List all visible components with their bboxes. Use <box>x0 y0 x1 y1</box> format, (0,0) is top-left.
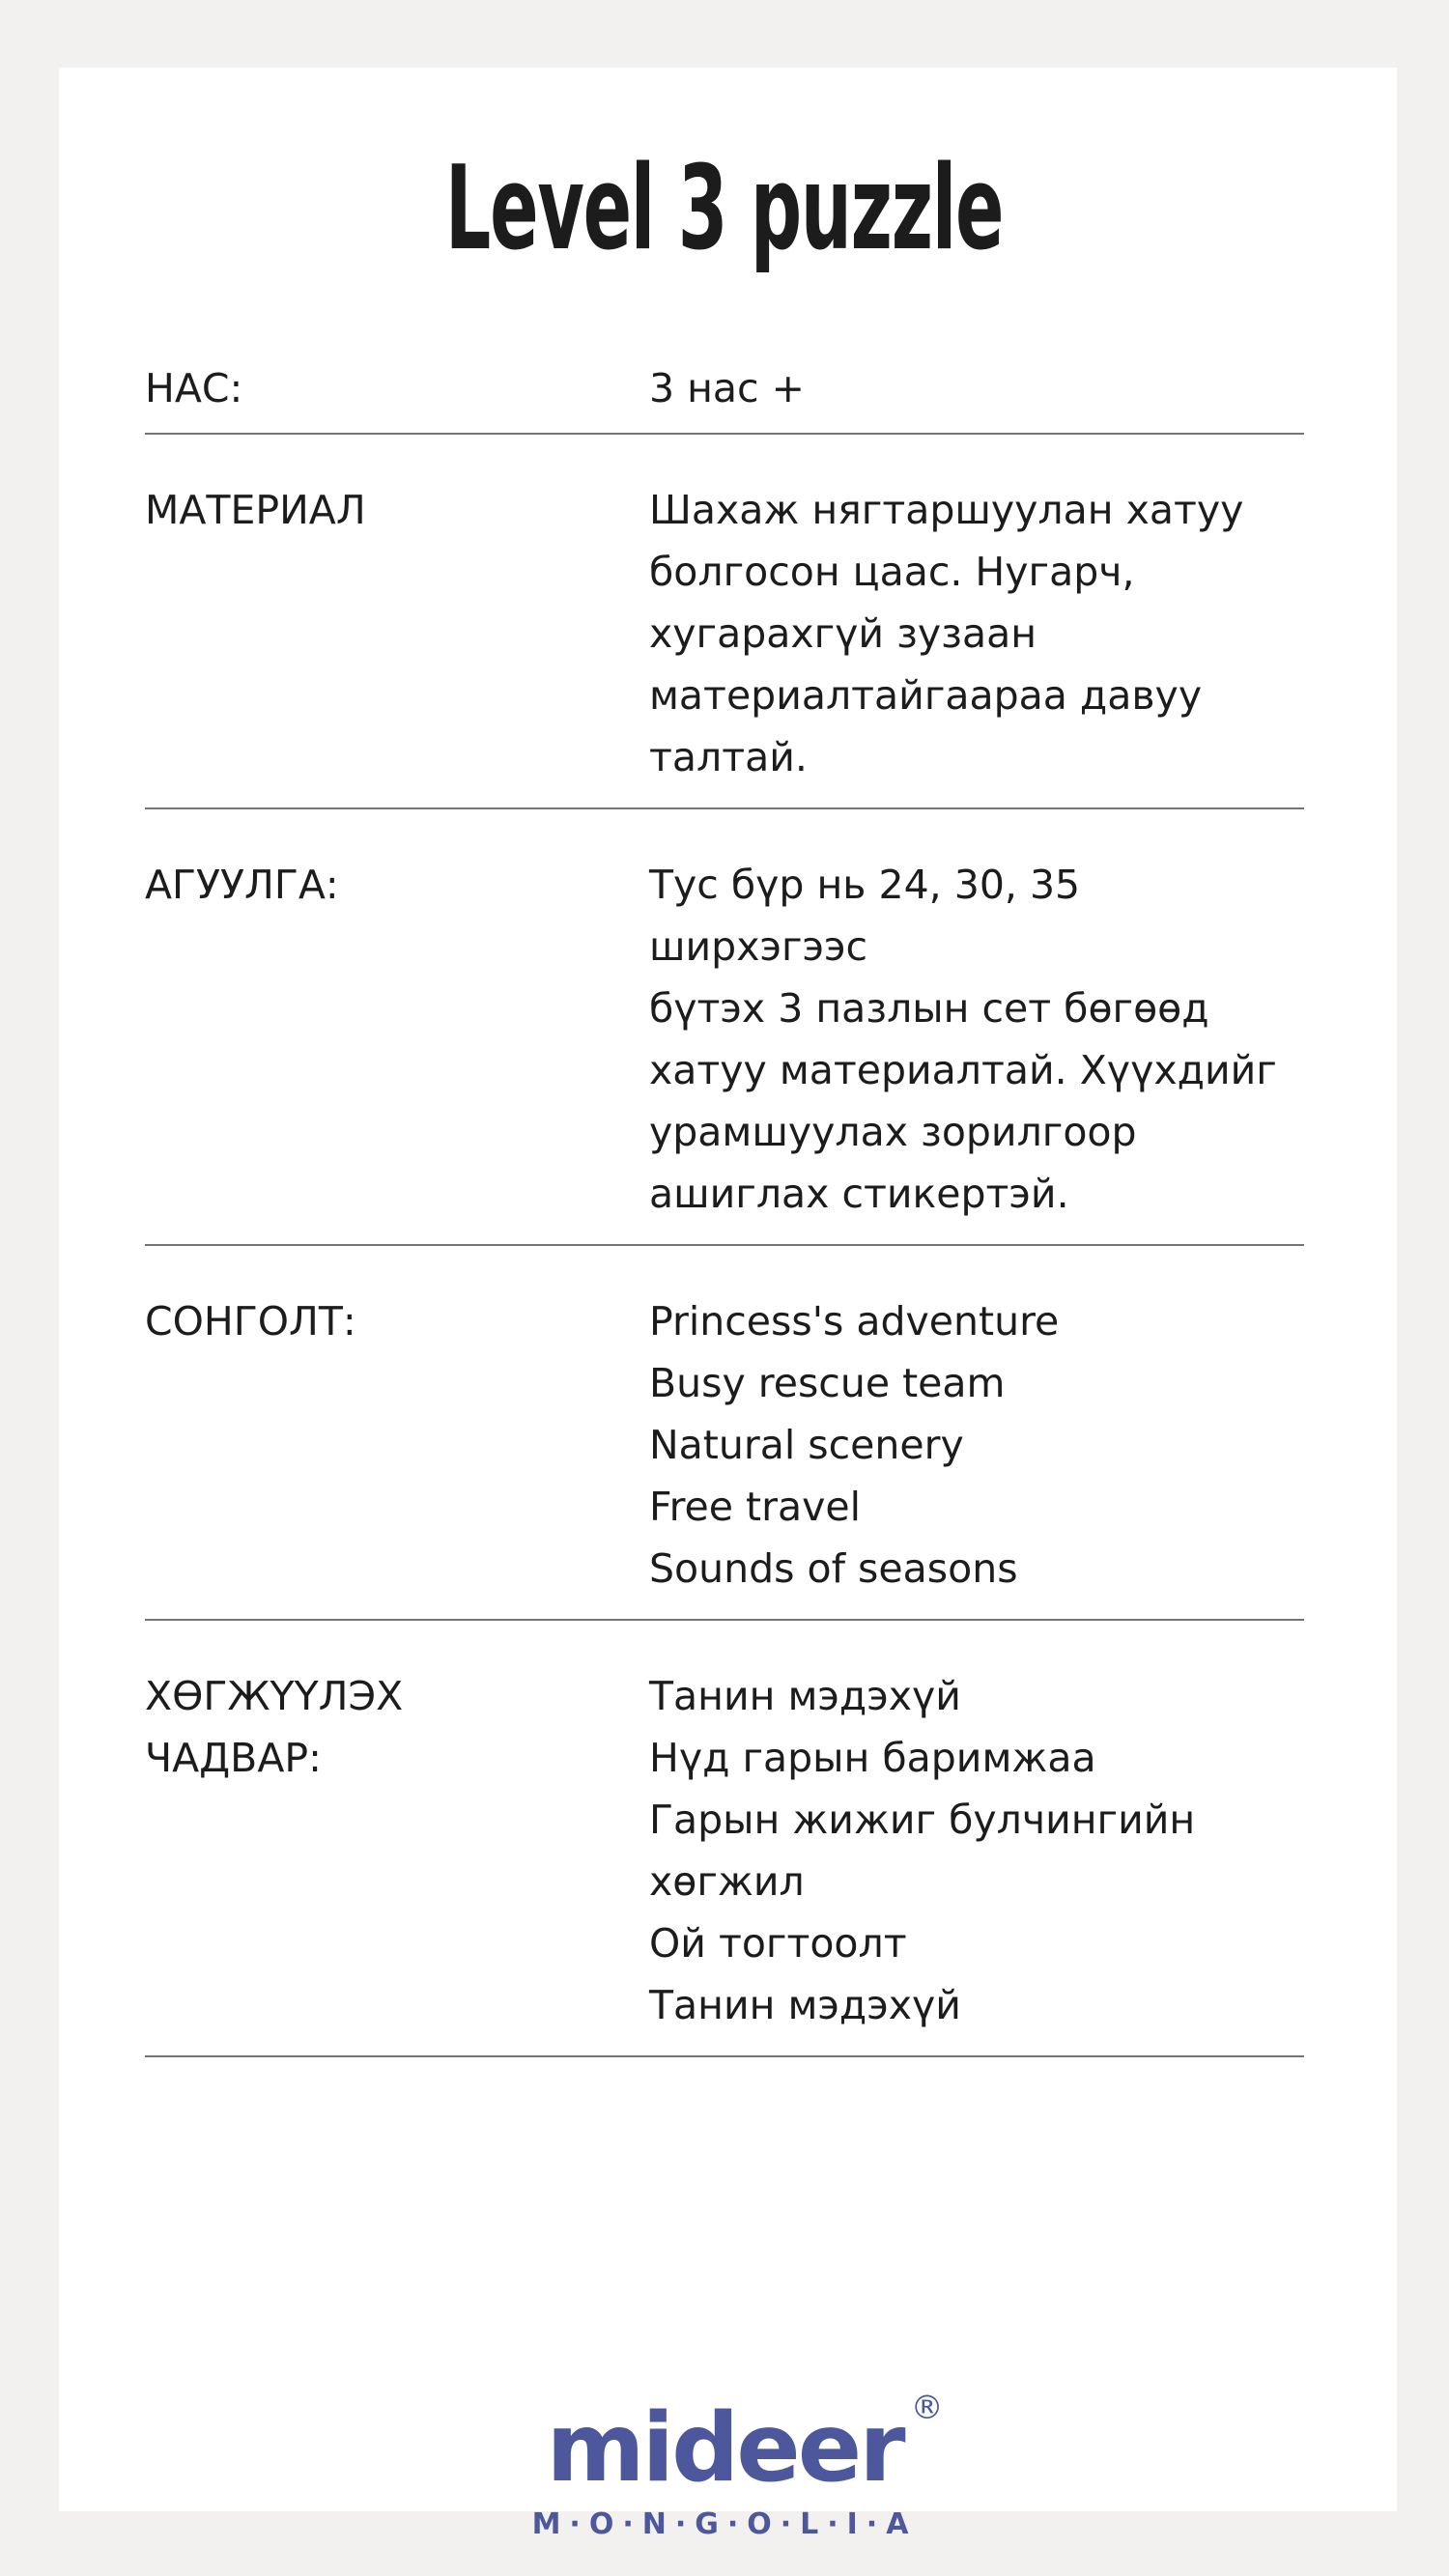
spec-table <box>145 282 1304 2057</box>
spec-value-line: ашиглах стикертэй. <box>649 1171 1069 1217</box>
spec-value-line: Танин мэдэхүй <box>649 1673 961 1719</box>
spec-value-line: хөгжил <box>649 1858 805 1905</box>
brand-name: mideer <box>546 2393 903 2504</box>
spec-value-line: Тус бүр нь 24, 30, 35 ширхэгээс <box>649 862 1081 970</box>
spec-row <box>145 1621 1304 2057</box>
spec-label <box>145 1665 649 2036</box>
spec-value <box>649 357 1304 419</box>
spec-value-line: Гарын жижиг булчингийн <box>649 1797 1196 1843</box>
spec-value-line: хатуу материалтай. Хүүхдийг <box>649 1047 1277 1093</box>
spec-value-line: Busy rescue team <box>649 1360 1006 1406</box>
spec-value-line: Natural scenery <box>649 1422 964 1468</box>
spec-value <box>649 479 1304 788</box>
spec-label-line: СОНГОЛТ: <box>145 1298 356 1345</box>
page-title-text: Level 3 puzzle <box>445 142 1004 276</box>
brand-logo <box>145 2389 1304 2542</box>
spec-label-line: НАС: <box>145 365 243 411</box>
spec-row <box>145 809 1304 1246</box>
spec-value-line: Sounds of seasons <box>649 1545 1018 1592</box>
spec-value-line: Танин мэдэхүй <box>649 1982 961 2028</box>
spec-value-line: Ой тогтоолт <box>649 1920 907 1967</box>
spec-row <box>145 1246 1304 1621</box>
spec-label-line: МАТЕРИАЛ <box>145 487 366 533</box>
brand-wordmark <box>546 2389 944 2504</box>
spec-row <box>145 435 1304 809</box>
spec-row <box>145 282 1304 435</box>
product-info-card <box>59 68 1397 2541</box>
spec-label-line: АГУУЛГА: <box>145 862 339 908</box>
registered-trademark-icon: ® <box>910 2389 944 2427</box>
spec-value-line: болгосон цаас. Нугарч, <box>649 549 1135 595</box>
spec-label <box>145 854 649 1225</box>
spec-value-line: хугарахгүй зузаан <box>649 610 1037 657</box>
spec-value-line: бүтэх 3 пазлын сет бөгөөд <box>649 985 1209 1032</box>
brand-region: M·O·N·G·O·L·I·A <box>531 2507 918 2541</box>
spec-value-line: Princess's adventure <box>649 1298 1060 1345</box>
spec-label <box>145 1290 649 1599</box>
spec-value <box>649 1665 1304 2036</box>
spec-value-line: Нүд гарын баримжаа <box>649 1735 1096 1781</box>
spec-label <box>145 357 649 419</box>
spec-value-line: Free travel <box>649 1484 861 1530</box>
spec-value-line: талтай. <box>649 734 808 780</box>
spec-label <box>145 479 649 788</box>
page-title <box>145 137 1304 282</box>
spec-value <box>649 1290 1304 1599</box>
spec-value <box>649 854 1304 1225</box>
spec-value-line: урамшуулах зорилгоор <box>649 1109 1137 1155</box>
spec-value-line: Шахаж нягтаршуулан хатуу <box>649 487 1244 533</box>
spec-value-line: 3 нас + <box>649 365 805 411</box>
spec-value-line: материалтайгаараа давуу <box>649 672 1203 719</box>
spec-label-line: ХӨГЖҮҮЛЭХ <box>145 1673 404 1719</box>
spec-label-line: ЧАДВАР: <box>145 1735 322 1781</box>
